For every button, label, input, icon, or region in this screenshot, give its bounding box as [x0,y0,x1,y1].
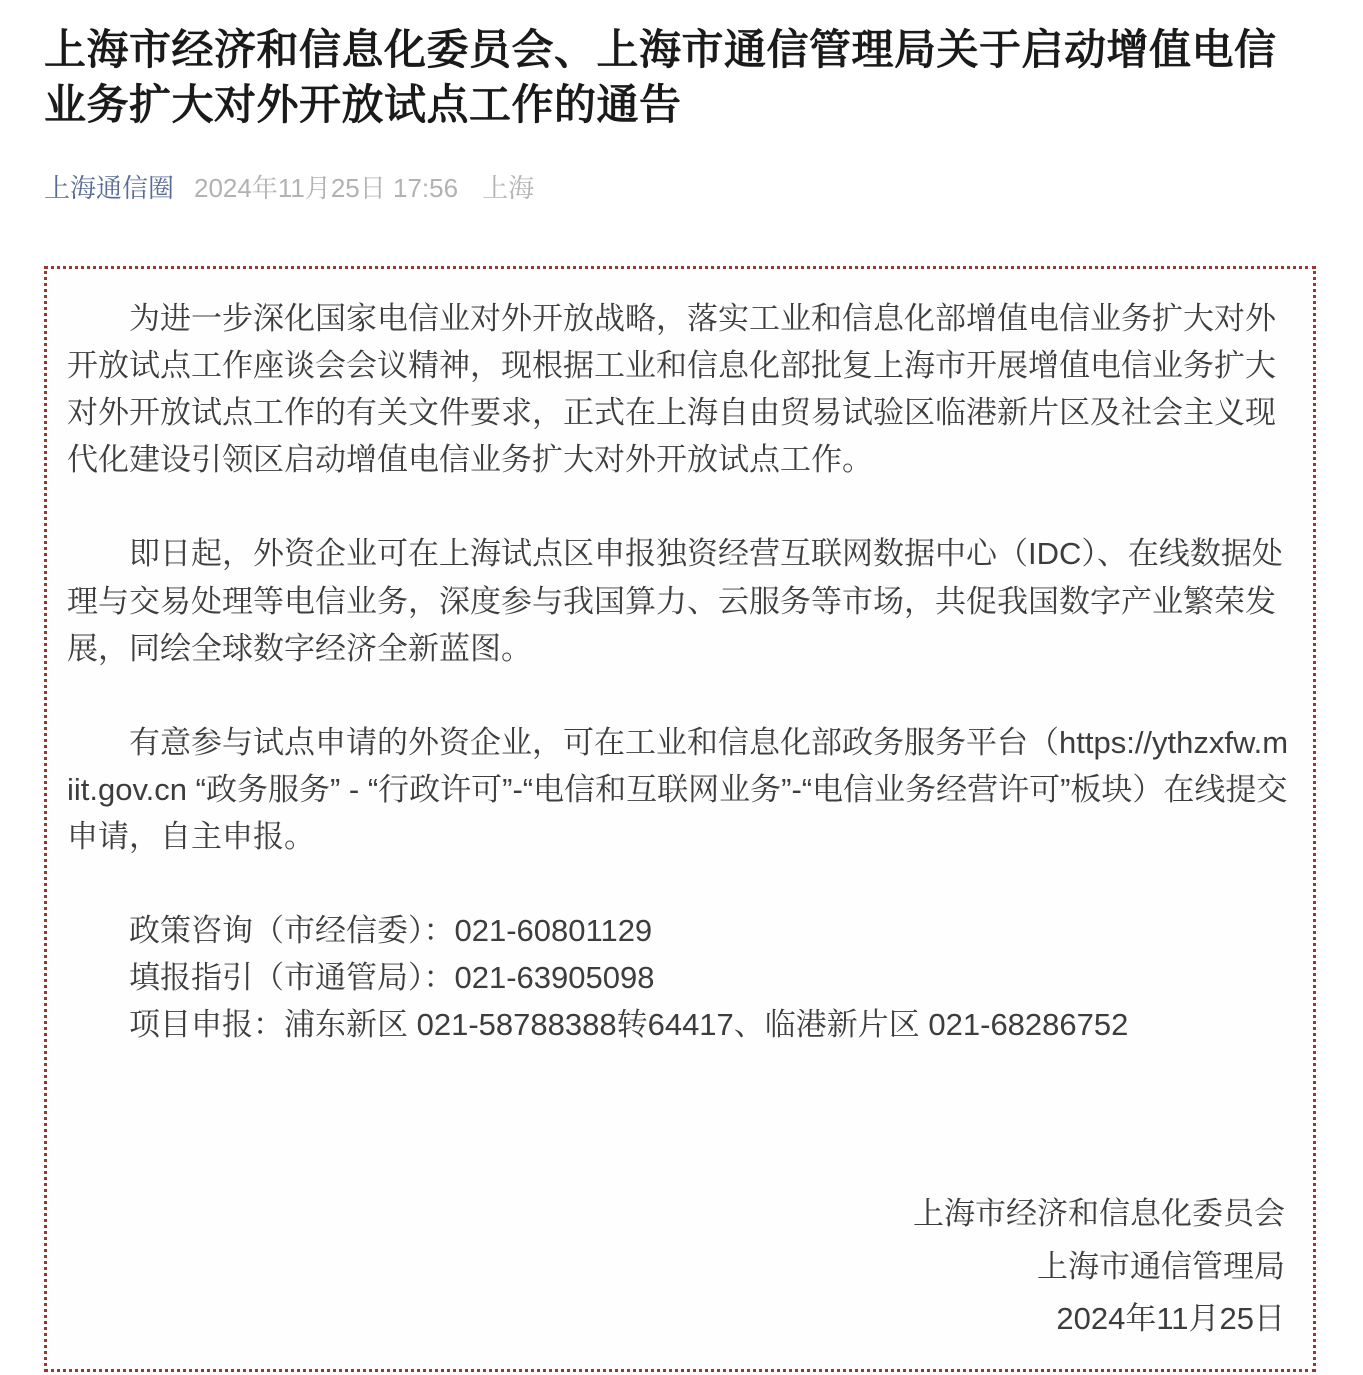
contact-line-policy: 政策咨询（市经信委）：021-60801129 [129,913,653,949]
signature-org-1: 上海市经济和信息化委员会 [913,1196,1285,1232]
notice-paragraph-1: 为进一步深化国家电信业对外开放战略，落实工业和信息化部增值电信业务扩大对外开放试点工作座谈会会议精神，现根据工业和信息化部批复上海市开展增值电信业务扩大对外开放试点工作的有关文件要求，正式在上海自由贸易试验区临港新片区及社会主义现代化建设引领区启动增值电信业务扩大对外开放试点工作。 [67,301,1276,478]
signature-org-2: 上海市通信管理局 [1037,1248,1285,1284]
contact-line-filing: 填报指引（市通管局）：021-63905098 [129,960,655,996]
contact-list [67,907,1293,1048]
notice-paragraph-3: 有意参与试点申请的外资企业，可在工业和信息化部政务服务平台（https://ythzxfw.miit.gov.cn “政务服务” - “行政许可”-“电信和互联网业务”-“电信业务经营许可”板块）在线提交申请，自主申报。 [67,724,1289,855]
account-name-link[interactable]: 上海通信圈 [44,173,175,204]
publish-datetime: 2024年11月25日 17:56 [194,173,459,204]
byline [44,172,1316,204]
contact-line-project: 项目申报：浦东新区 021-58788388转64417、临港新片区 021-68286752 [129,1007,1129,1043]
article-title: 上海市经济和信息化委员会、上海市通信管理局关于启动增值电信业务扩大对外开放试点工作的通告 [44,26,1277,129]
notice-box [44,266,1316,1372]
signature-block [67,1188,1293,1344]
publish-location: 上海 [482,173,535,204]
signature-date: 2024年11月25日 [1056,1300,1285,1336]
notice-paragraph-2: 即日起，外资企业可在上海试点区申报独资经营互联网数据中心（IDC）、在线数据处理与交易处理等电信业务，深度参与我国算力、云服务等市场，共促我国数字产业繁荣发展，同绘全球数字经济全新蓝图。 [67,536,1283,666]
